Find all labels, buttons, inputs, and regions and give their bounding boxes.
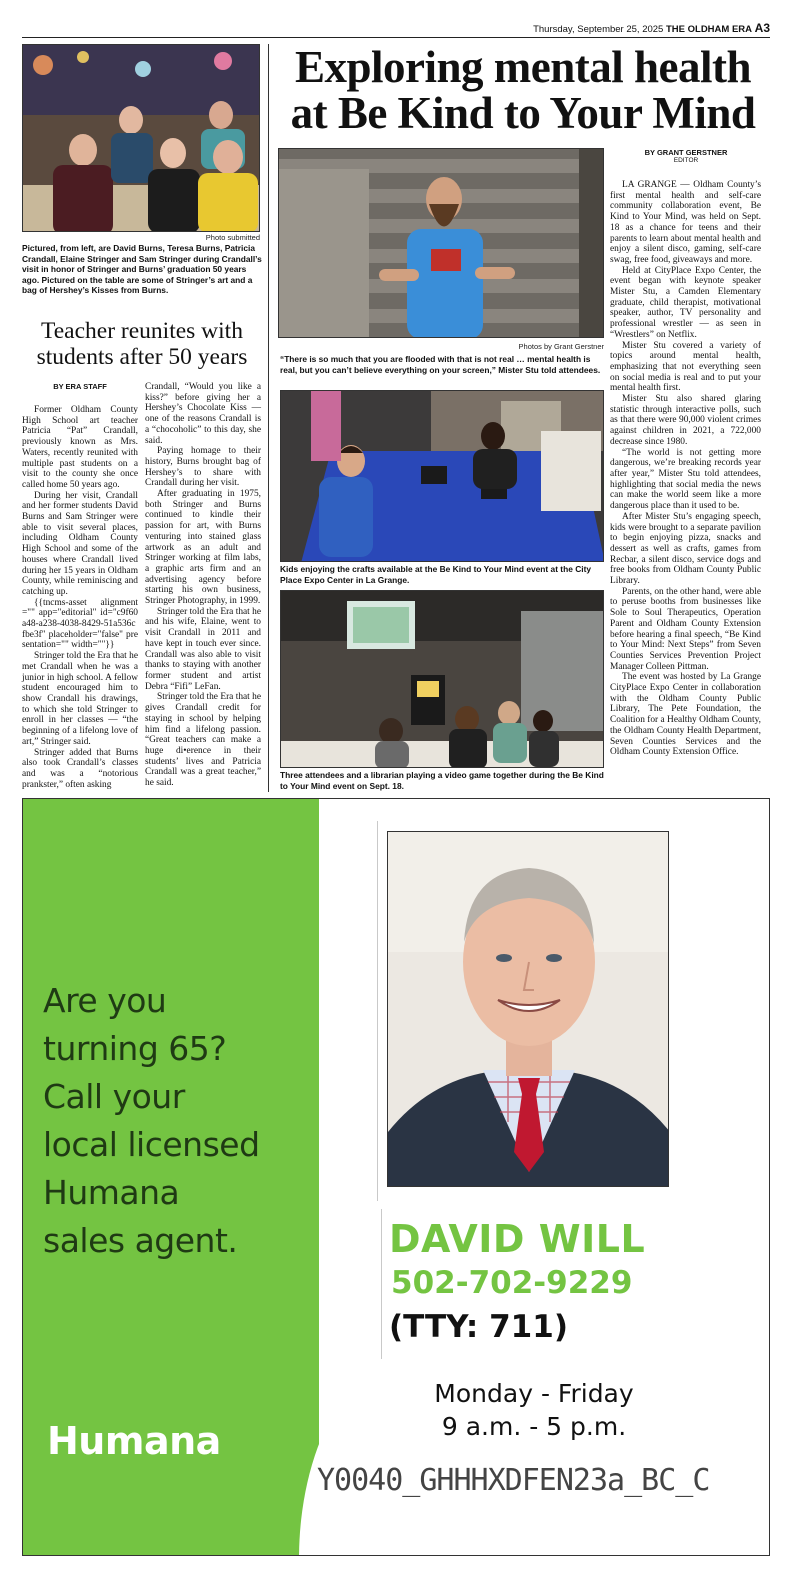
header-page-number: A3: [754, 21, 770, 35]
teacher-story-col1: [22, 405, 138, 790]
teacher-col2-para: Paying homage to their history, Burns brought bag of Hershey’s to share with Crandall during her visit.: [145, 446, 261, 489]
page-header: [22, 20, 770, 38]
ad-headline-line: turning 65?: [43, 1029, 227, 1068]
teacher-story-headline: Teacher reunites with students after 50 years: [36, 318, 248, 370]
mental-health-para: LA GRANGE — Oldham County’s first mental health and self-care community collaboration event, Be Kind to Your Mind, was held on Sept. 18 as a chance for teens and their parents to learn about mental health and enjoy a silent disco, gaming, self-care swag, free food, giveaways and more.: [610, 180, 761, 265]
humana-advertisement: [22, 798, 770, 1556]
teacher-col2-para: After graduating in 1975, both Stringer and Burns continued to kindle their passion for art, with Burns venturing into stained glass artwork as an adult and Stringer working at film labs, a graphic arts firm and an advertising agency before starting his own business, Stringer Photography, in 1999.: [145, 489, 261, 607]
mental-health-para: Mister Stu covered a variety of topics around mental health, emphasizing that not everything seen on social media is real and to put your mental health first.: [610, 340, 761, 394]
reunion-photo-caption: Pictured, from left, are David Burns, Teresa Burns, Patricia Crandall, Elaine Stringer and Sam Stringer during Crandall’s visit in honor of Stringer and Burns’ graduation 50 years ago. Pictured on the table are some of Stringer’s art and a bag of Hershey’s Kisses from Burns.: [22, 243, 262, 295]
header-date: Thursday, September 25, 2025: [533, 24, 664, 35]
mental-health-para: The event was hosted by La Grange CityPlace Expo Center in collaboration with the Oldham County Public Library, The Pete Foundation, the Coalition for a Healthy Oldham County, the Oldham County Health Department, Seven Counties Services and the Oldham County Extension Office.: [610, 672, 761, 758]
teacher-col1-para: Former Oldham County High School art teacher Patricia “Pat” Crandall, previously known as Mrs. Waters, recently reunited with multiple past students on a visit to the county she once called home 50 years ago.: [22, 405, 138, 490]
teacher-story-col2: [145, 382, 261, 789]
reunion-photo-illustration: [23, 45, 260, 232]
mister-stu-caption: “There is so much that you are flooded with that is not real … mental health is real, but you can’t believe everything on your screen,” Mister Stu told attendees.: [280, 354, 601, 375]
crafts-photo: [280, 390, 604, 562]
mental-health-para: After Mister Stu’s engaging speech, kids were brought to a separate pavilion to begin enjoying pizza, snacks and dessert as well as crafts, games from Recbar, a silent disco, service dogs and free books from Oldham County Public Library.: [610, 511, 761, 587]
teacher-col1-para: During her visit, Crandall and her former students David Burns and Sam Stringer were able to visit several places, including Oldham County High School and some of the houses where Crandall lived during her 15 years in Oldham County, while reminiscing and catching up.: [22, 490, 138, 597]
teacher-col2-para: Crandall, “Would you like a kiss?” before giving her a Hershey’s Chocolate Kiss — one of the reasons Crandall is a “chocoholic” to this day, she said.: [145, 382, 261, 446]
mental-health-photo-credit: Photos by Grant Gerstner: [518, 342, 604, 351]
column-divider: [268, 44, 269, 792]
header-paper-name: THE OLDHAM ERA: [665, 24, 753, 35]
ad-headline-line: Call your: [43, 1077, 185, 1116]
agent-portrait-illustration: [388, 832, 669, 1187]
office-hours-days: Monday - Friday: [434, 1379, 634, 1408]
agent-tty: (TTY: 711): [389, 1309, 568, 1345]
ad-headline-line: Are you: [43, 981, 167, 1020]
crafts-illustration: [281, 391, 604, 562]
mister-stu-illustration: [279, 149, 604, 338]
crafts-caption: Kids enjoying the crafts available at the Be Kind to Your Mind event at the City Place Expo Center in La Grange.: [280, 564, 592, 585]
mental-health-byline-role: EDITOR: [673, 157, 699, 164]
video-game-caption: Three attendees and a librarian playing a video game together during the Be Kind to Your Mind event on Sept. 18.: [280, 770, 604, 791]
mental-health-para: Parents, on the other hand, were able to peruse booths from businesses like Sole to Soul Therapeutics, Operation Parent and Oldham County Extension before hearing a final speech, “Be Kind to Your Mind: Next Steps” from Seven Counties Services Prevention Project Manager Colleen Pittman.: [610, 586, 761, 672]
ad-headline-line: local licensed: [43, 1125, 260, 1164]
office-hours: [409, 1377, 659, 1443]
teacher-story-byline: BY ERA STAFF: [53, 382, 107, 391]
agent-portrait: [387, 831, 669, 1187]
video-game-illustration: [281, 591, 604, 768]
mental-health-para: Held at CityPlace Expo Center, the event began with keynote speaker Mister Stu, a Camden Elementary graduate, child therapist, motivational speaker, author, TV personality and professional wrestler — as seen in “Wrestlers” on Netflix.: [610, 265, 761, 340]
mister-stu-photo: [278, 148, 604, 338]
mental-health-byline-name: BY GRANT GERSTNER: [644, 148, 728, 157]
ad-divider: [377, 821, 378, 1201]
mental-health-body: [610, 180, 761, 758]
teacher-col2-para: Stringer told the Era that he gives Crandall credit for staying in school by helping him find a lifelong passion. “Great teachers can make a huge di•erence in their students’ lives and Patricia Crandall was a great teacher,” he said.: [145, 692, 261, 789]
reunion-group-photo: [22, 44, 260, 232]
humana-logo: Humana: [47, 1419, 221, 1463]
teacher-col2-para: Stringer told the Era that he and his wife, Elaine, went to visit Crandall in 2011 and have kept in touch ever since. Crandall was also able to visit thanks to staying with another former student and artist Debra “Fifi” LeFan.: [145, 606, 261, 692]
video-game-photo: [280, 590, 604, 768]
mental-health-para: Mister Stu also shared glaring statistic through interactive polls, such as that there were 90,000 violent crimes against children in 2021, a 722,000 decrease since 1980.: [610, 394, 761, 447]
mental-health-para: “The world is not getting more dangerous, we’re breaking records year after year,” Mister Stu told attendees, highlighting that social media the news can make the world seem like a more dangerous place than it used to be.: [610, 447, 761, 512]
mental-health-headline: Exploring mental health at Be Kind to Your Mind: [290, 42, 756, 138]
reunion-photo-credit: Photo submitted: [205, 233, 260, 242]
ad-compliance-code: Y0040_GHHHXDFEN23a_BC_C: [317, 1463, 710, 1498]
mental-health-byline: [612, 148, 760, 164]
office-hours-time: 9 a.m. - 5 p.m.: [441, 1412, 627, 1441]
teacher-col1-para: Stringer added that Burns also took Crandall’s classes and was a “notorious prankster,” often asking: [22, 747, 138, 790]
ad-headline-line: Humana: [43, 1173, 180, 1212]
agent-name: DAVID WILL: [389, 1217, 646, 1261]
teacher-col1-para: {{tncms-asset alignment="" app="editorial" id="c9f60a48-a238-4038-8429-51a536cfbe3f" placeholder="false" presentation="" width=""}}: [22, 597, 138, 651]
teacher-col1-para: Stringer told the Era that he met Crandall when he was a junior in high school. A fellow student encouraged him to show Crandall his drawings, to which she told Stringer to enroll in her classes — “the beginning of a lifelong love of art,” Stringer said.: [22, 651, 138, 747]
ad-headline-line: sales agent.: [43, 1221, 238, 1260]
ad-headline: [43, 977, 313, 1265]
ad-divider: [381, 1209, 382, 1359]
agent-phone: 502-702-9229: [391, 1265, 633, 1301]
